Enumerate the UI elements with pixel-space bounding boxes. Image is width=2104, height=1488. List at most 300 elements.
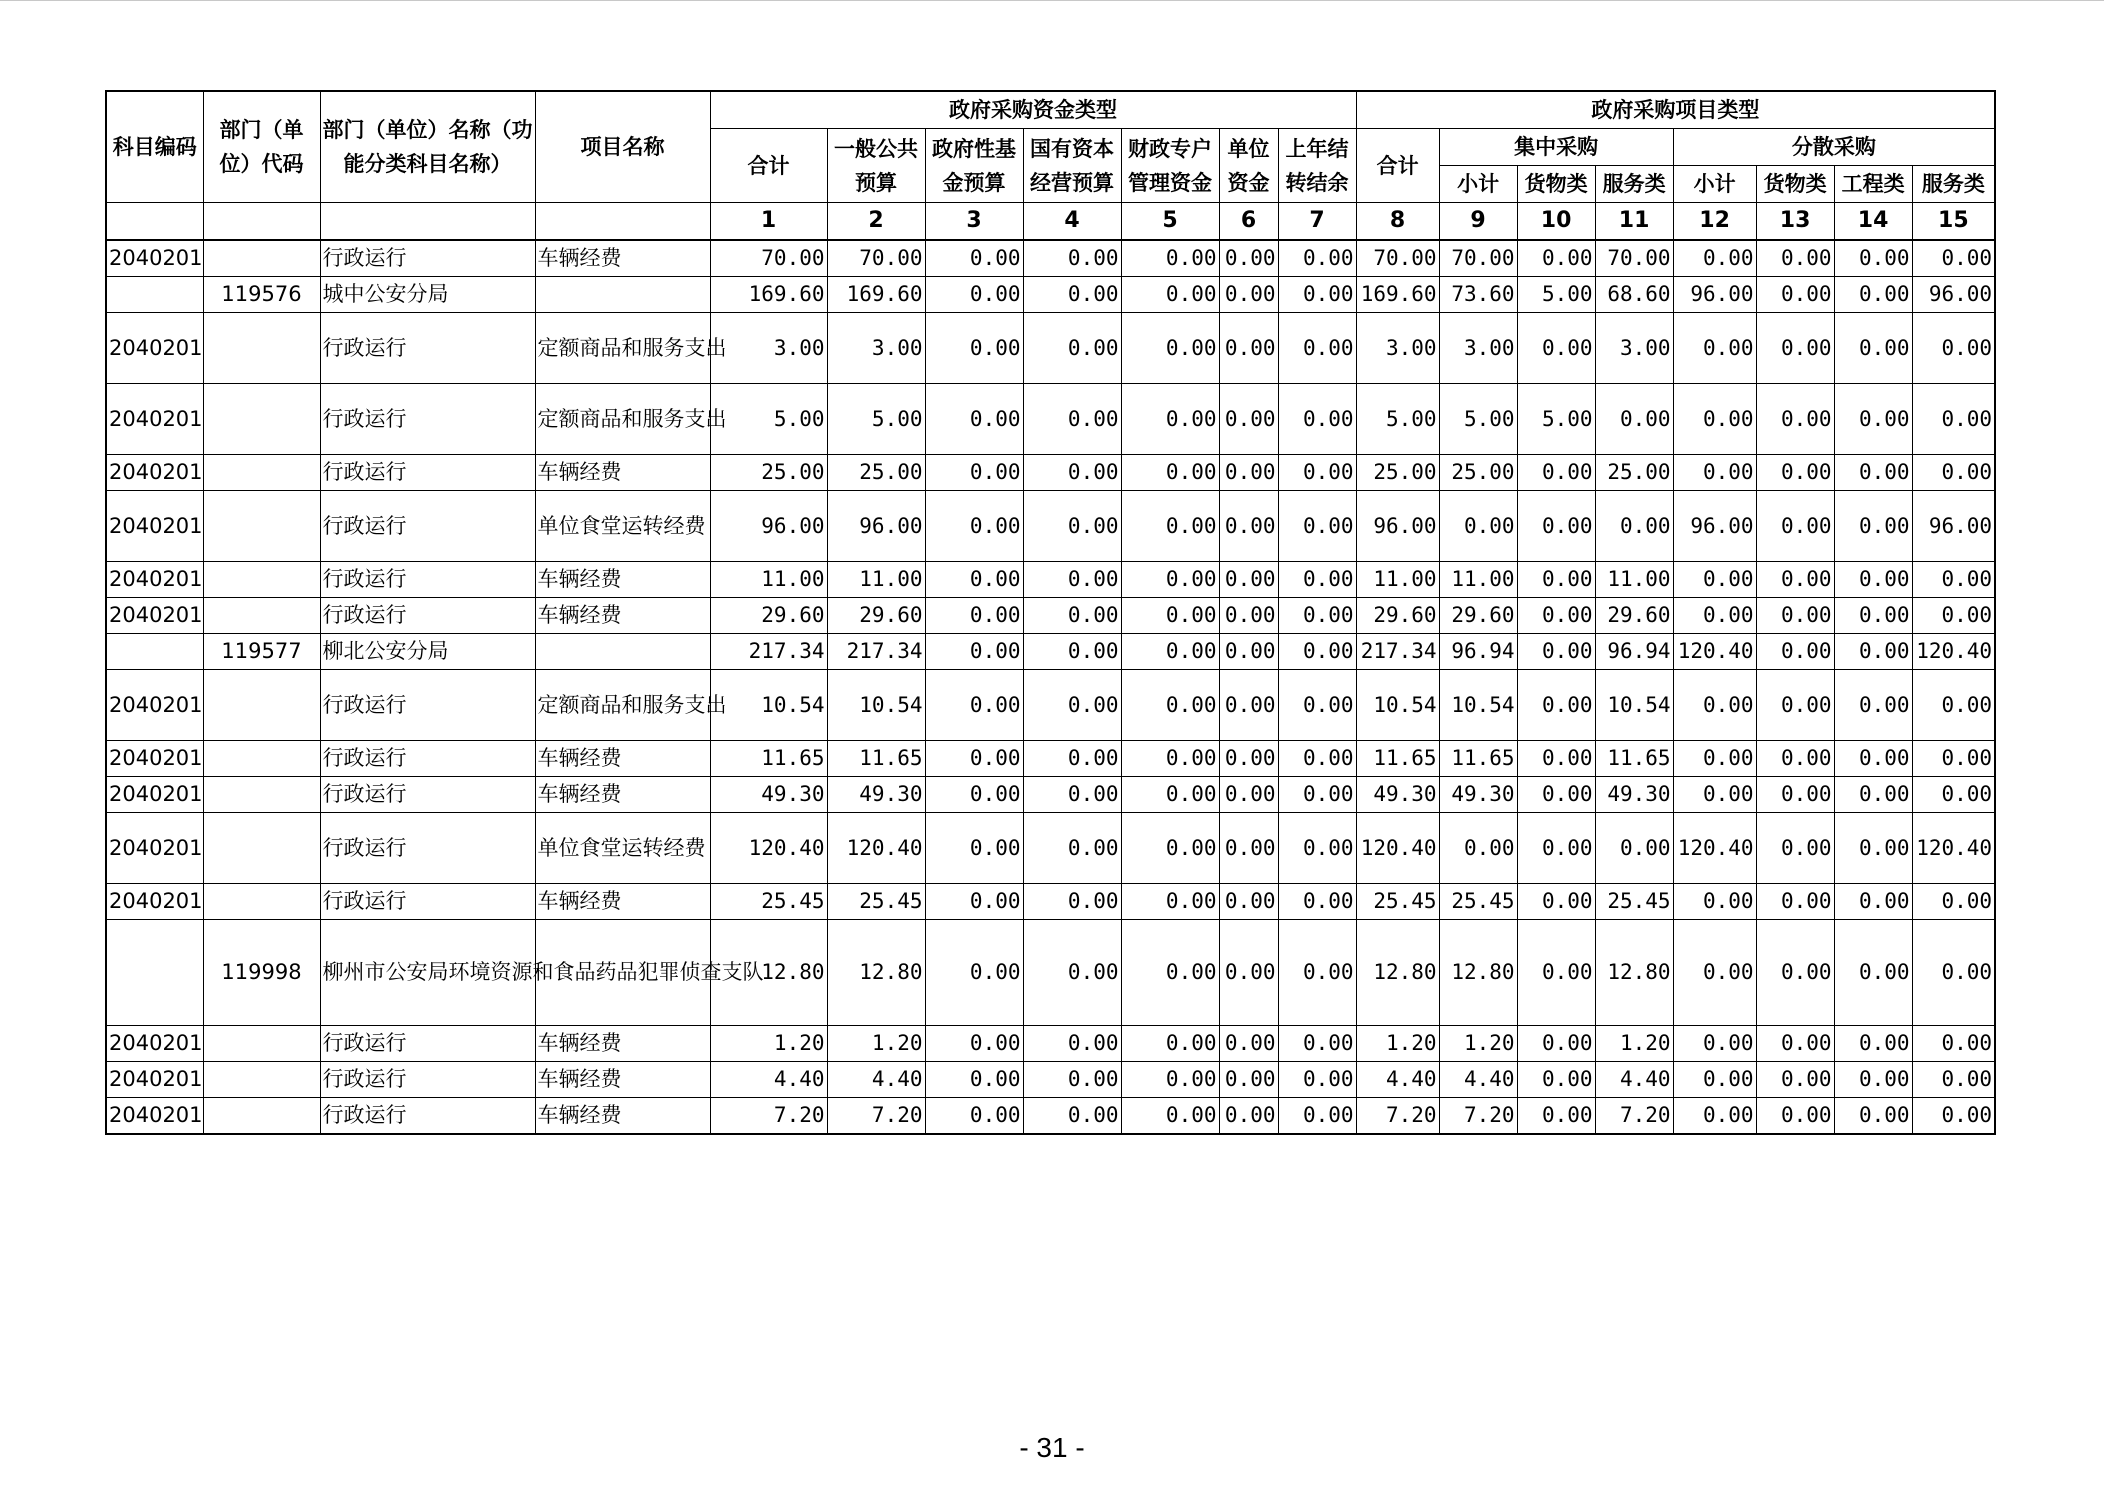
amount-cell: 0.00	[1219, 240, 1278, 277]
amount-cell: 0.00	[1517, 598, 1595, 634]
header-project-type-group: 政府采购项目类型	[1356, 91, 1995, 129]
amount-cell: 0.00	[1121, 813, 1219, 884]
header-subtotal-dispersed: 小计	[1673, 166, 1756, 203]
dept-code-cell	[203, 562, 320, 598]
amount-cell: 0.00	[1595, 491, 1673, 562]
header-proj-total: 合计	[1356, 129, 1439, 203]
header-fund-total: 合计	[710, 129, 827, 203]
amount-cell: 7.20	[827, 1098, 925, 1135]
amount-cell: 0.00	[1834, 1062, 1912, 1098]
amount-cell: 0.00	[1834, 920, 1912, 1026]
amount-cell: 0.00	[925, 920, 1023, 1026]
item-name-cell: 车辆经费	[535, 1062, 710, 1098]
amount-cell: 11.65	[1439, 741, 1517, 777]
amount-cell: 11.00	[1356, 562, 1439, 598]
column-index: 1	[710, 203, 827, 241]
amount-cell: 0.00	[1673, 455, 1756, 491]
amount-cell: 0.00	[1219, 670, 1278, 741]
amount-cell: 49.30	[827, 777, 925, 813]
amount-cell: 0.00	[1834, 313, 1912, 384]
amount-cell: 25.00	[1356, 455, 1439, 491]
amount-cell: 1.20	[1356, 1026, 1439, 1062]
amount-cell: 0.00	[1673, 777, 1756, 813]
amount-cell: 0.00	[1756, 741, 1834, 777]
amount-cell: 70.00	[710, 240, 827, 277]
table-row	[106, 491, 1995, 562]
amount-cell: 0.00	[1517, 813, 1595, 884]
amount-cell: 11.65	[1356, 741, 1439, 777]
column-index: 12	[1673, 203, 1756, 241]
amount-cell: 0.00	[1517, 884, 1595, 920]
amount-cell: 0.00	[1756, 491, 1834, 562]
amount-cell: 0.00	[1219, 313, 1278, 384]
amount-cell: 7.20	[710, 1098, 827, 1135]
amount-cell: 0.00	[1834, 634, 1912, 670]
amount-cell: 0.00	[1517, 777, 1595, 813]
amount-cell: 96.00	[1673, 491, 1756, 562]
header-service-centralized: 服务类	[1595, 166, 1673, 203]
amount-cell: 0.00	[1219, 634, 1278, 670]
amount-cell: 0.00	[1219, 598, 1278, 634]
amount-cell: 0.00	[1278, 277, 1356, 313]
amount-cell: 0.00	[1912, 1062, 1995, 1098]
amount-cell: 0.00	[1517, 240, 1595, 277]
dept-code-cell	[203, 455, 320, 491]
amount-cell: 0.00	[1219, 277, 1278, 313]
amount-cell: 0.00	[1219, 813, 1278, 884]
amount-cell: 0.00	[1834, 277, 1912, 313]
amount-cell: 120.40	[827, 813, 925, 884]
amount-cell: 0.00	[1517, 313, 1595, 384]
dept-name-cell: 行政运行	[320, 1098, 535, 1135]
table-row	[106, 562, 1995, 598]
column-index: 5	[1121, 203, 1219, 241]
column-index: 14	[1834, 203, 1912, 241]
header-service-dispersed: 服务类	[1912, 166, 1995, 203]
amount-cell: 0.00	[1439, 491, 1517, 562]
amount-cell: 0.00	[1834, 741, 1912, 777]
subject-code-cell: 2040201	[106, 491, 203, 562]
header-gov-fund-budget: 政府性基金预算	[925, 129, 1023, 203]
amount-cell: 0.00	[1121, 491, 1219, 562]
amount-cell: 0.00	[1912, 313, 1995, 384]
amount-cell: 0.00	[1278, 491, 1356, 562]
amount-cell: 0.00	[1219, 1026, 1278, 1062]
amount-cell: 0.00	[1023, 777, 1121, 813]
amount-cell: 0.00	[1121, 1098, 1219, 1135]
amount-cell: 4.40	[1356, 1062, 1439, 1098]
header-subject-code: 科目编码	[106, 91, 203, 203]
amount-cell: 0.00	[1912, 670, 1995, 741]
amount-cell: 0.00	[925, 1026, 1023, 1062]
dept-code-cell	[203, 670, 320, 741]
subject-code-cell: 2040201	[106, 1098, 203, 1135]
amount-cell: 29.60	[1356, 598, 1439, 634]
amount-cell: 169.60	[1356, 277, 1439, 313]
amount-cell: 3.00	[1439, 313, 1517, 384]
amount-cell: 1.20	[1595, 1026, 1673, 1062]
dept-code-cell	[203, 313, 320, 384]
item-name-cell: 车辆经费	[535, 562, 710, 598]
subject-code-cell: 2040201	[106, 777, 203, 813]
amount-cell: 0.00	[1278, 777, 1356, 813]
subject-code-cell: 2040201	[106, 741, 203, 777]
dept-code-cell	[203, 1026, 320, 1062]
amount-cell: 0.00	[1912, 455, 1995, 491]
item-name-cell: 车辆经费	[535, 1098, 710, 1135]
amount-cell: 0.00	[1278, 1062, 1356, 1098]
amount-cell: 0.00	[1121, 1062, 1219, 1098]
table-row	[106, 920, 1995, 1026]
dept-name-cell: 行政运行	[320, 384, 535, 455]
amount-cell: 5.00	[1356, 384, 1439, 455]
amount-cell: 0.00	[925, 1098, 1023, 1135]
amount-cell: 12.80	[1356, 920, 1439, 1026]
dept-code-cell: 119998	[203, 920, 320, 1026]
item-name-cell: 定额商品和服务支出	[535, 313, 710, 384]
amount-cell: 0.00	[1121, 634, 1219, 670]
amount-cell: 0.00	[1278, 1098, 1356, 1135]
amount-cell: 4.40	[1439, 1062, 1517, 1098]
amount-cell: 11.65	[710, 741, 827, 777]
table-row	[106, 384, 1995, 455]
item-name-cell	[535, 277, 710, 313]
dept-name-cell: 行政运行	[320, 670, 535, 741]
subject-code-cell: 2040201	[106, 562, 203, 598]
header-general-budget: 一般公共预算	[827, 129, 925, 203]
amount-cell: 0.00	[1023, 1026, 1121, 1062]
amount-cell: 0.00	[1673, 741, 1756, 777]
amount-cell: 10.54	[710, 670, 827, 741]
subject-code-cell: 2040201	[106, 598, 203, 634]
amount-cell: 0.00	[1834, 384, 1912, 455]
amount-cell: 0.00	[1673, 240, 1756, 277]
amount-cell: 0.00	[1756, 455, 1834, 491]
subject-code-cell: 2040201	[106, 884, 203, 920]
amount-cell: 0.00	[1912, 920, 1995, 1026]
dept-code-cell	[203, 813, 320, 884]
amount-cell: 0.00	[1673, 1098, 1756, 1135]
header-fund-type-group: 政府采购资金类型	[710, 91, 1356, 129]
amount-cell: 0.00	[1756, 670, 1834, 741]
amount-cell: 0.00	[1023, 455, 1121, 491]
amount-cell: 0.00	[925, 1062, 1023, 1098]
amount-cell: 0.00	[1834, 240, 1912, 277]
amount-cell: 0.00	[1912, 884, 1995, 920]
amount-cell: 0.00	[1439, 813, 1517, 884]
amount-cell: 0.00	[1834, 1026, 1912, 1062]
amount-cell: 0.00	[1278, 920, 1356, 1026]
amount-cell: 0.00	[1834, 562, 1912, 598]
amount-cell: 3.00	[1595, 313, 1673, 384]
amount-cell: 0.00	[1121, 562, 1219, 598]
column-index: 7	[1278, 203, 1356, 241]
dept-name-cell: 行政运行	[320, 562, 535, 598]
amount-cell: 96.94	[1595, 634, 1673, 670]
amount-cell: 0.00	[1023, 1098, 1121, 1135]
amount-cell: 49.30	[1356, 777, 1439, 813]
header-engineering-dispersed: 工程类	[1834, 166, 1912, 203]
amount-cell: 0.00	[1673, 920, 1756, 1026]
dept-code-cell	[203, 1098, 320, 1135]
header-special-fund: 财政专户管理资金	[1121, 129, 1219, 203]
amount-cell: 0.00	[1756, 277, 1834, 313]
amount-cell: 0.00	[925, 455, 1023, 491]
amount-cell: 0.00	[1023, 313, 1121, 384]
dept-name-cell: 行政运行	[320, 777, 535, 813]
amount-cell: 0.00	[1023, 562, 1121, 598]
amount-cell: 0.00	[1517, 920, 1595, 1026]
amount-cell: 0.00	[1278, 562, 1356, 598]
dept-name-cell: 行政运行	[320, 598, 535, 634]
amount-cell: 96.00	[1356, 491, 1439, 562]
amount-cell: 0.00	[1756, 813, 1834, 884]
amount-cell: 3.00	[710, 313, 827, 384]
header-unit-fund: 单位资金	[1219, 129, 1278, 203]
amount-cell: 0.00	[1219, 455, 1278, 491]
amount-cell: 0.00	[1219, 777, 1278, 813]
amount-cell: 0.00	[1834, 670, 1912, 741]
amount-cell: 10.54	[827, 670, 925, 741]
amount-cell: 25.00	[710, 455, 827, 491]
header-dept-code: 部门（单位）代码	[203, 91, 320, 203]
item-name-cell: 定额商品和服务支出	[535, 670, 710, 741]
item-name-cell: 定额商品和服务支出	[535, 384, 710, 455]
amount-cell: 0.00	[1278, 384, 1356, 455]
amount-cell: 0.00	[1673, 562, 1756, 598]
amount-cell: 96.00	[710, 491, 827, 562]
amount-cell: 0.00	[1219, 491, 1278, 562]
amount-cell: 0.00	[1673, 313, 1756, 384]
amount-cell: 0.00	[1023, 670, 1121, 741]
column-index: 3	[925, 203, 1023, 241]
amount-cell: 0.00	[1756, 777, 1834, 813]
amount-cell: 0.00	[1673, 384, 1756, 455]
amount-cell: 0.00	[1121, 455, 1219, 491]
amount-cell: 0.00	[1756, 384, 1834, 455]
amount-cell: 29.60	[1595, 598, 1673, 634]
amount-cell: 0.00	[1219, 1062, 1278, 1098]
amount-cell: 0.00	[1517, 491, 1595, 562]
dept-code-cell	[203, 384, 320, 455]
amount-cell: 0.00	[925, 384, 1023, 455]
amount-cell: 0.00	[1023, 920, 1121, 1026]
dept-name-cell: 柳州市公安局环境资源和食品药品犯罪侦查支队	[320, 920, 535, 1026]
subject-code-cell: 2040201	[106, 1026, 203, 1062]
amount-cell: 25.45	[1439, 884, 1517, 920]
amount-cell: 3.00	[827, 313, 925, 384]
amount-cell: 10.54	[1439, 670, 1517, 741]
column-index: 9	[1439, 203, 1517, 241]
amount-cell: 0.00	[1756, 598, 1834, 634]
amount-cell: 0.00	[1834, 813, 1912, 884]
amount-cell: 0.00	[1023, 277, 1121, 313]
header-goods-centralized: 货物类	[1517, 166, 1595, 203]
dept-code-cell: 119576	[203, 277, 320, 313]
amount-cell: 0.00	[1517, 670, 1595, 741]
amount-cell: 0.00	[1219, 884, 1278, 920]
header-goods-dispersed: 货物类	[1756, 166, 1834, 203]
dept-name-cell: 行政运行	[320, 455, 535, 491]
amount-cell: 0.00	[1023, 240, 1121, 277]
table-row	[106, 884, 1995, 920]
dept-name-cell: 行政运行	[320, 313, 535, 384]
amount-cell: 0.00	[1912, 1098, 1995, 1135]
amount-cell: 10.54	[1356, 670, 1439, 741]
amount-cell: 0.00	[1023, 634, 1121, 670]
dept-code-cell	[203, 491, 320, 562]
item-name-cell: 车辆经费	[535, 1026, 710, 1062]
amount-cell: 0.00	[1121, 277, 1219, 313]
amount-cell: 11.00	[1439, 562, 1517, 598]
table-row	[106, 1062, 1995, 1098]
item-name-cell	[535, 634, 710, 670]
amount-cell: 120.40	[710, 813, 827, 884]
amount-cell: 11.00	[710, 562, 827, 598]
dept-code-cell	[203, 1062, 320, 1098]
amount-cell: 120.40	[1912, 634, 1995, 670]
amount-cell: 0.00	[1023, 884, 1121, 920]
dept-name-cell: 行政运行	[320, 491, 535, 562]
amount-cell: 0.00	[925, 491, 1023, 562]
amount-cell: 5.00	[1439, 384, 1517, 455]
amount-cell: 70.00	[827, 240, 925, 277]
table-row	[106, 313, 1995, 384]
amount-cell: 7.20	[1439, 1098, 1517, 1135]
amount-cell: 1.20	[1439, 1026, 1517, 1062]
amount-cell: 0.00	[1278, 884, 1356, 920]
amount-cell: 169.60	[710, 277, 827, 313]
amount-cell: 0.00	[1219, 741, 1278, 777]
amount-cell: 0.00	[1756, 1062, 1834, 1098]
dept-name-cell: 行政运行	[320, 884, 535, 920]
table-row	[106, 670, 1995, 741]
amount-cell: 0.00	[1121, 741, 1219, 777]
amount-cell: 25.45	[1356, 884, 1439, 920]
dept-code-cell	[203, 598, 320, 634]
amount-cell: 70.00	[1356, 240, 1439, 277]
item-name-cell: 车辆经费	[535, 741, 710, 777]
subject-code-cell	[106, 634, 203, 670]
subject-code-cell: 2040201	[106, 384, 203, 455]
amount-cell: 217.34	[1356, 634, 1439, 670]
column-index: 10	[1517, 203, 1595, 241]
item-name-cell: 单位食堂运转经费	[535, 813, 710, 884]
amount-cell: 4.40	[827, 1062, 925, 1098]
subject-code-cell	[106, 920, 203, 1026]
header-subtotal-centralized: 小计	[1439, 166, 1517, 203]
amount-cell: 120.40	[1912, 813, 1995, 884]
amount-cell: 1.20	[827, 1026, 925, 1062]
amount-cell: 25.00	[1595, 455, 1673, 491]
amount-cell: 0.00	[1912, 1026, 1995, 1062]
item-name-cell: 车辆经费	[535, 240, 710, 277]
column-index: 13	[1756, 203, 1834, 241]
amount-cell: 0.00	[1219, 562, 1278, 598]
amount-cell: 0.00	[1278, 313, 1356, 384]
amount-cell: 0.00	[925, 313, 1023, 384]
amount-cell: 0.00	[1673, 670, 1756, 741]
amount-cell: 0.00	[1834, 598, 1912, 634]
amount-cell: 0.00	[1219, 920, 1278, 1026]
amount-cell: 0.00	[1023, 384, 1121, 455]
amount-cell: 0.00	[1912, 777, 1995, 813]
amount-cell: 25.00	[827, 455, 925, 491]
amount-cell: 29.60	[1439, 598, 1517, 634]
amount-cell: 169.60	[827, 277, 925, 313]
amount-cell: 0.00	[925, 884, 1023, 920]
amount-cell: 5.00	[1517, 277, 1595, 313]
header-item-name: 项目名称	[535, 91, 710, 203]
amount-cell: 0.00	[1834, 491, 1912, 562]
amount-cell: 0.00	[1121, 670, 1219, 741]
amount-cell: 0.00	[1023, 491, 1121, 562]
header-dept-name: 部门（单位）名称（功能分类科目名称）	[320, 91, 535, 203]
header-carryover: 上年结转结余	[1278, 129, 1356, 203]
amount-cell: 0.00	[1121, 920, 1219, 1026]
dept-name-cell: 行政运行	[320, 1062, 535, 1098]
amount-cell: 11.00	[1595, 562, 1673, 598]
amount-cell: 0.00	[925, 562, 1023, 598]
amount-cell: 0.00	[925, 277, 1023, 313]
dept-code-cell: 119577	[203, 634, 320, 670]
amount-cell: 0.00	[1756, 313, 1834, 384]
amount-cell: 11.00	[827, 562, 925, 598]
amount-cell: 0.00	[1834, 777, 1912, 813]
header-state-capital: 国有资本经营预算	[1023, 129, 1121, 203]
amount-cell: 0.00	[1834, 455, 1912, 491]
amount-cell: 0.00	[925, 240, 1023, 277]
amount-cell: 96.00	[827, 491, 925, 562]
amount-cell: 0.00	[925, 634, 1023, 670]
amount-cell: 0.00	[1278, 1026, 1356, 1062]
amount-cell: 96.00	[1912, 277, 1995, 313]
table-row	[106, 598, 1995, 634]
amount-cell: 0.00	[1121, 240, 1219, 277]
amount-cell: 0.00	[1278, 813, 1356, 884]
amount-cell: 0.00	[1673, 1026, 1756, 1062]
amount-cell: 3.00	[1356, 313, 1439, 384]
amount-cell: 29.60	[827, 598, 925, 634]
subject-code-cell: 2040201	[106, 240, 203, 277]
amount-cell: 12.80	[1439, 920, 1517, 1026]
amount-cell: 12.80	[827, 920, 925, 1026]
dept-code-cell	[203, 884, 320, 920]
table-row	[106, 455, 1995, 491]
amount-cell: 0.00	[1278, 634, 1356, 670]
amount-cell: 120.40	[1673, 813, 1756, 884]
amount-cell: 96.00	[1912, 491, 1995, 562]
amount-cell: 0.00	[1121, 884, 1219, 920]
amount-cell: 5.00	[1517, 384, 1595, 455]
amount-cell: 0.00	[925, 598, 1023, 634]
amount-cell: 0.00	[1756, 240, 1834, 277]
amount-cell: 96.94	[1439, 634, 1517, 670]
column-index: 2	[827, 203, 925, 241]
amount-cell: 0.00	[1834, 884, 1912, 920]
dept-name-cell: 柳北公安分局	[320, 634, 535, 670]
item-name-cell: 车辆经费	[535, 884, 710, 920]
amount-cell: 120.40	[1356, 813, 1439, 884]
table-row	[106, 813, 1995, 884]
dept-code-cell	[203, 240, 320, 277]
subject-code-cell: 2040201	[106, 813, 203, 884]
column-index: 4	[1023, 203, 1121, 241]
amount-cell: 4.40	[710, 1062, 827, 1098]
amount-cell: 7.20	[1356, 1098, 1439, 1135]
amount-cell: 73.60	[1439, 277, 1517, 313]
amount-cell: 0.00	[1023, 741, 1121, 777]
